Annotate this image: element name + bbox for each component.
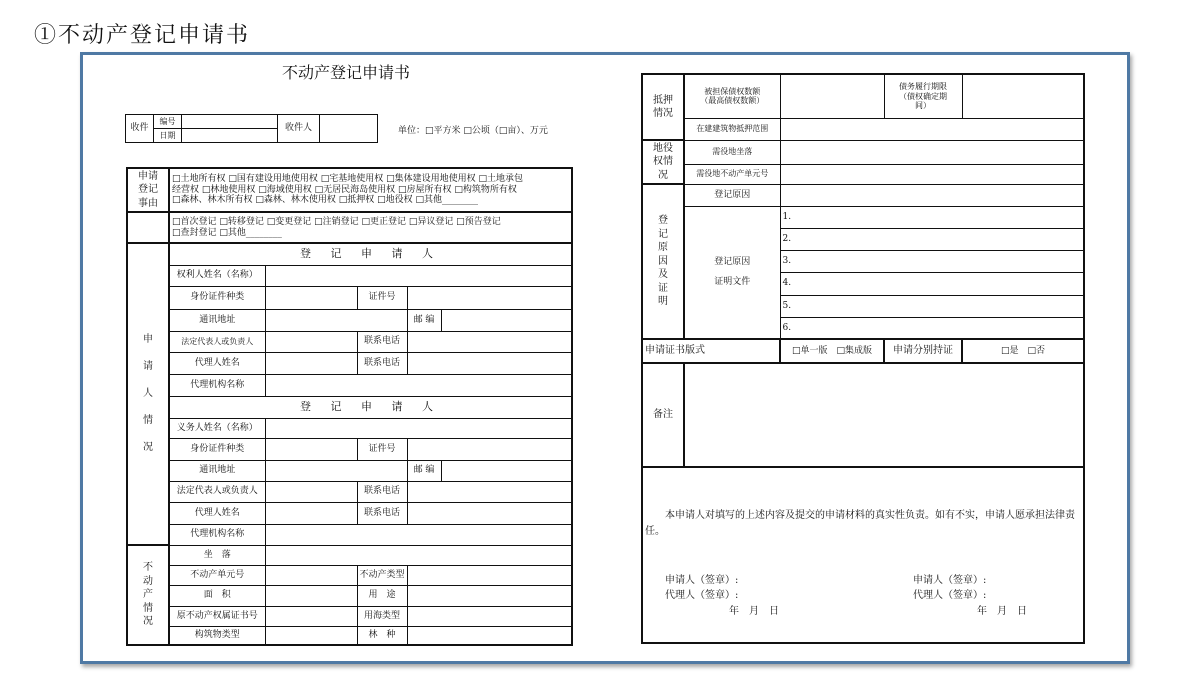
agent-sign-right: 代理人（签章）: bbox=[913, 590, 987, 601]
obligee-name-field[interactable] bbox=[265, 265, 572, 286]
unit-no-label: 不动产单元号 bbox=[169, 565, 265, 585]
applicant-header: 登 记 申 请 人 bbox=[169, 243, 572, 265]
agent-name-label: 代理人姓名 bbox=[169, 352, 265, 374]
id-no-field-2[interactable] bbox=[407, 438, 572, 460]
agency-name-label-2: 代理机构名称 bbox=[169, 524, 265, 545]
orig-cert-label: 原不动产权属证书号 bbox=[169, 606, 265, 626]
debt-term-field[interactable] bbox=[962, 74, 1084, 118]
id-no-label-2: 证件号 bbox=[357, 438, 407, 460]
receipt-table bbox=[125, 114, 378, 143]
form-title: 不动产登记申请书 bbox=[282, 63, 411, 82]
obligee-name-label: 权利人姓名（名称） bbox=[169, 265, 265, 286]
property-type-field[interactable] bbox=[407, 565, 572, 585]
address-label-2: 通讯地址 bbox=[169, 460, 265, 481]
postcode-label: 邮 编 bbox=[407, 309, 441, 331]
secured-amount-label: 被担保债权数额 （最高债权数额） bbox=[684, 74, 780, 118]
easement-label: 地役 权情 况 bbox=[642, 140, 684, 184]
phone-field[interactable] bbox=[407, 331, 572, 352]
postcode-label-2: 邮 编 bbox=[407, 460, 441, 481]
structure-type-label: 构筑物类型 bbox=[169, 626, 265, 645]
number-label: 编号 bbox=[154, 115, 182, 129]
unit-text: 单位：□平方米 □公顷（□亩）、万元 bbox=[398, 126, 548, 136]
doc-item[interactable]: 3. bbox=[780, 250, 1084, 272]
receiver-label: 收件人 bbox=[278, 115, 320, 143]
forest-type-label: 林 种 bbox=[357, 626, 407, 645]
agency-name-label: 代理机构名称 bbox=[169, 374, 265, 396]
use-label: 用 途 bbox=[357, 585, 407, 606]
id-type-field[interactable] bbox=[265, 286, 357, 309]
date-left: 年 月 日 bbox=[729, 606, 779, 617]
date-label: 日期 bbox=[154, 129, 182, 143]
registration-type-options[interactable] bbox=[169, 212, 572, 243]
postcode-field-2[interactable] bbox=[441, 460, 572, 481]
area-field[interactable] bbox=[265, 585, 357, 606]
mortgage-label: 抵押 情况 bbox=[642, 74, 684, 140]
applicant-sign-right: 申请人（签章）: bbox=[913, 575, 987, 586]
matter-label: 申请 登记 事由 bbox=[127, 168, 169, 212]
applicant-header-2: 登 记 申 请 人 bbox=[169, 396, 572, 418]
easement-unit-field[interactable] bbox=[780, 164, 1084, 184]
agent-phone-field[interactable] bbox=[407, 352, 572, 374]
property-type-label: 不动产类型 bbox=[357, 565, 407, 585]
agent-phone-label: 联系电话 bbox=[357, 352, 407, 374]
type-line: □查封登记 □其他________ bbox=[172, 227, 282, 238]
property-side-label: 不 动 产 情 况 bbox=[127, 545, 169, 645]
phone-field-2[interactable] bbox=[407, 481, 572, 502]
easement-unit-label: 需役地不动产单元号 bbox=[684, 164, 780, 184]
agent-name-field[interactable] bbox=[265, 352, 357, 374]
area-label: 面 积 bbox=[169, 585, 265, 606]
rights-line: □森林、林木所有权 □森林、林木使用权 □抵押权 □地役权 □其他________ bbox=[172, 195, 478, 206]
doc-item[interactable]: 1. bbox=[780, 206, 1084, 228]
use-field[interactable] bbox=[407, 585, 572, 606]
page-heading: ①不动产登记申请书 bbox=[34, 23, 251, 48]
phone-label: 联系电话 bbox=[357, 331, 407, 352]
applicant-side-label: 申 请 人 情 况 bbox=[127, 243, 169, 545]
easement-location-label: 需役地坐落 bbox=[684, 140, 780, 164]
sea-type-field[interactable] bbox=[407, 606, 572, 626]
agent-phone-label-2: 联系电话 bbox=[357, 502, 407, 524]
orig-cert-field[interactable] bbox=[265, 606, 357, 626]
applicant-sign-left: 申请人（签章）: bbox=[665, 575, 739, 586]
sea-type-label: 用海类型 bbox=[357, 606, 407, 626]
id-type-field-2[interactable] bbox=[265, 438, 357, 460]
legal-rep-field[interactable] bbox=[265, 331, 357, 352]
easement-location-field[interactable] bbox=[780, 140, 1084, 164]
date-right: 年 月 日 bbox=[977, 606, 1027, 617]
doc-item[interactable]: 4. bbox=[780, 272, 1084, 295]
doc-item[interactable]: 5. bbox=[780, 295, 1084, 317]
mortgage-scope-label: 在建建筑物抵押范围 bbox=[684, 118, 780, 140]
doc-item[interactable]: 2. bbox=[780, 228, 1084, 250]
location-label: 坐 落 bbox=[169, 545, 265, 565]
remarks-label: 备注 bbox=[642, 363, 684, 467]
agency-name-field[interactable] bbox=[265, 374, 572, 396]
separate-cert-label: 申请分别持证 bbox=[884, 339, 962, 363]
left-form-table bbox=[126, 167, 573, 646]
id-no-label: 证件号 bbox=[357, 286, 407, 309]
rights-line: □土地所有权 □国有建设用地使用权 □宅基地使用权 □集体建设用地使用权 □土地承包 bbox=[172, 174, 523, 185]
address-field-2[interactable] bbox=[265, 460, 407, 481]
reason-side-label: 登 记 原 因 及 证 明 bbox=[642, 184, 684, 339]
unit-no-field[interactable] bbox=[265, 565, 357, 585]
declaration-text: 本申请人对填写的上述内容及提交的申请材料的真实性负责。如有不实，申请人愿承担法律责任。 bbox=[645, 510, 1075, 537]
mortgage-scope-field[interactable] bbox=[780, 118, 1084, 140]
address-field[interactable] bbox=[265, 309, 407, 331]
location-field[interactable] bbox=[265, 545, 572, 565]
postcode-field[interactable] bbox=[441, 309, 572, 331]
obligor-name-field[interactable] bbox=[265, 418, 572, 438]
agent-name-label-2: 代理人姓名 bbox=[169, 502, 265, 524]
agency-name-field-2[interactable] bbox=[265, 524, 572, 545]
agent-sign-left: 代理人（签章）: bbox=[665, 590, 739, 601]
date-field[interactable] bbox=[182, 129, 278, 143]
cert-format-options[interactable]: □单一版 □集成版 bbox=[780, 339, 884, 363]
debt-term-label: 债务履行期限 （债权确定期 间） bbox=[884, 74, 962, 118]
legal-rep-label: 法定代表人或负责人 bbox=[169, 331, 265, 352]
id-type-label-2: 身份证件种类 bbox=[169, 438, 265, 460]
structure-type-field[interactable] bbox=[265, 626, 357, 645]
agent-name-field-2[interactable] bbox=[265, 502, 357, 524]
legal-rep-field-2[interactable] bbox=[265, 481, 357, 502]
reason-label: 登记原因 bbox=[684, 184, 780, 206]
legal-rep-label-2: 法定代表人或负责人 bbox=[169, 481, 265, 502]
reason-docs-label: 登记原因 证明文件 bbox=[684, 206, 780, 339]
address-label: 通讯地址 bbox=[169, 309, 265, 331]
doc-item[interactable]: 6. bbox=[780, 317, 1084, 339]
obligor-name-label: 义务人姓名（名称） bbox=[169, 418, 265, 438]
forest-type-field[interactable] bbox=[407, 626, 572, 645]
rights-options[interactable] bbox=[169, 168, 572, 212]
reason-field[interactable] bbox=[780, 184, 1084, 206]
cert-format-label: 申请证书版式 bbox=[642, 339, 780, 363]
remarks-field[interactable] bbox=[684, 363, 1084, 467]
agent-phone-field-2[interactable] bbox=[407, 502, 572, 524]
receiver-field[interactable] bbox=[320, 115, 378, 143]
phone-label-2: 联系电话 bbox=[357, 481, 407, 502]
receipt-label: 收件 bbox=[126, 115, 154, 143]
number-field[interactable] bbox=[182, 115, 278, 129]
rights-line: 经营权 □林地使用权 □海域使用权 □无居民海岛使用权 □房屋所有权 □构筑物所有权 bbox=[172, 184, 517, 195]
separate-cert-options[interactable]: □是 □否 bbox=[962, 339, 1084, 363]
declaration-cell bbox=[642, 467, 1084, 643]
type-line: □首次登记 □转移登记 □变更登记 □注销登记 □更正登记 □异议登记 □预告登记 bbox=[172, 217, 501, 228]
id-no-field[interactable] bbox=[407, 286, 572, 309]
right-form-table bbox=[641, 73, 1085, 644]
id-type-label: 身份证件种类 bbox=[169, 286, 265, 309]
secured-amount-field[interactable] bbox=[780, 74, 884, 118]
